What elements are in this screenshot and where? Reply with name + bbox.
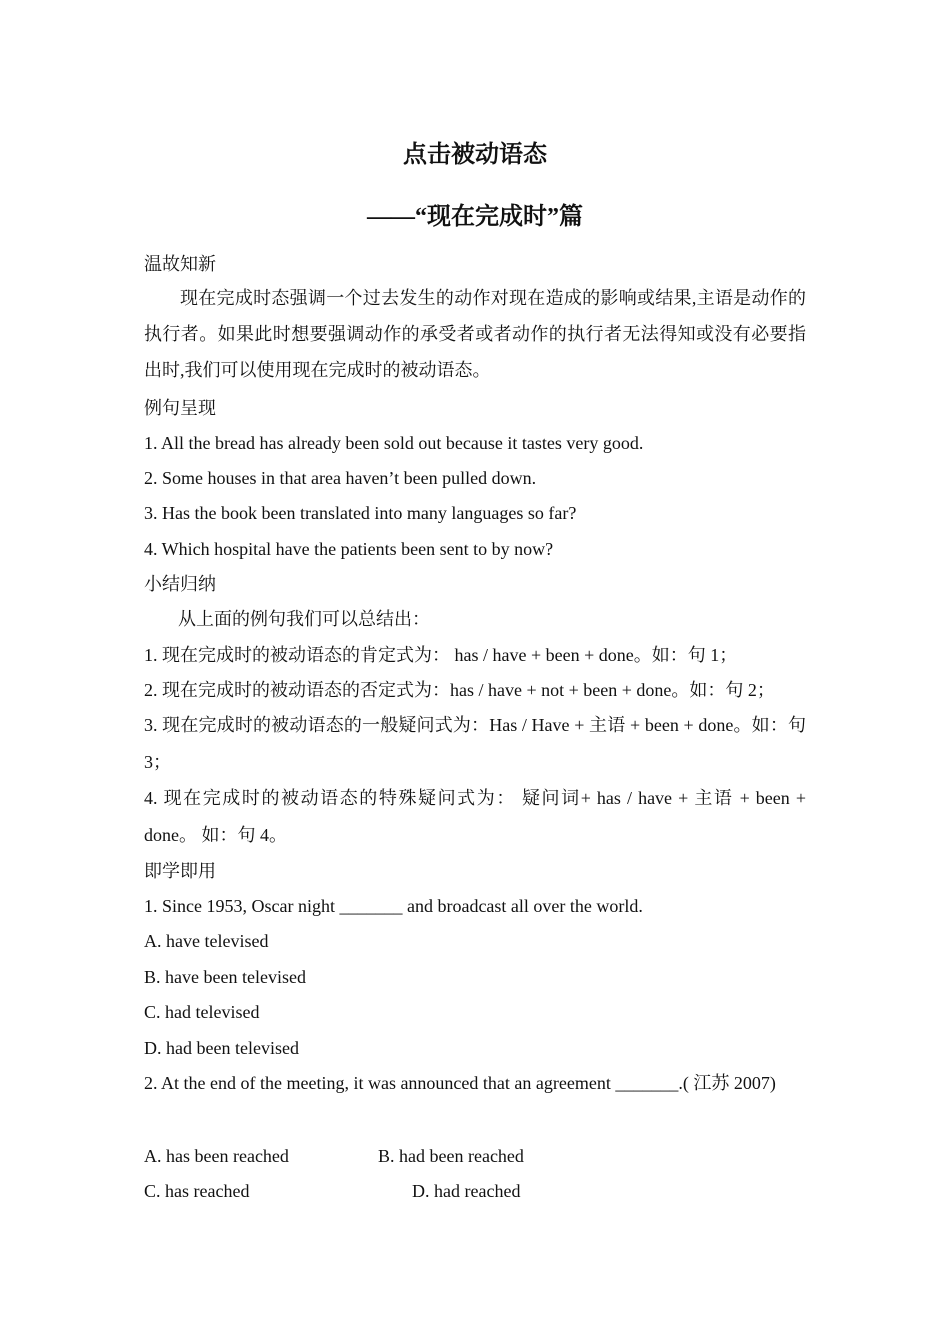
summary-lead: 从上面的例句我们可以总结出：	[178, 609, 430, 629]
summary-item: 2. 现在完成时的被动语态的否定式为：has / have + not + been + done。如：句 2；	[144, 680, 775, 700]
question-stem: 1. Since 1953, Oscar night _______ and broadcast all over the world.	[144, 896, 643, 916]
section-heading-examples: 例句呈现	[144, 398, 216, 418]
page-title: 点击被动语态	[403, 142, 547, 168]
example-sentence: 4. Which hospital have the patients been sent to by now?	[144, 539, 554, 559]
section-heading-practice: 即学即用	[144, 861, 216, 881]
summary-item: 3. 现在完成时的被动语态的一般疑问式为：Has / Have + 主语 + been + done。如：句 3；	[144, 715, 806, 772]
answer-option: C. has reached	[144, 1181, 250, 1201]
answer-option: A. has been reached	[144, 1146, 289, 1166]
section-heading-review: 温故知新	[144, 254, 216, 274]
intro-paragraph: 现在完成时态强调一个过去发生的动作对现在造成的影响或结果,主语是动作的执行者。如果此时想要强调动作的承受者或者动作的执行者无法得知或没有必要指出时,我们可以使用现在完成时的被动语态。	[144, 288, 806, 380]
example-sentence: 2. Some houses in that area haven’t been pulled down.	[144, 468, 537, 488]
answer-option: D. had reached	[412, 1181, 521, 1201]
example-sentence: 1. All the bread has already been sold out because it tastes very good.	[144, 433, 644, 453]
answer-option: C. had televised	[144, 1002, 260, 1022]
example-sentence: 3. Has the book been translated into many languages so far?	[144, 503, 577, 523]
answer-option: B. have been televised	[144, 967, 306, 987]
answer-option: A. have televised	[144, 931, 269, 951]
page-subtitle: ——“现在完成时”篇	[367, 204, 583, 230]
answer-option: B. had been reached	[378, 1146, 524, 1166]
question-stem: 2. At the end of the meeting, it was announced that an agreement _______.( 江苏 2007)	[144, 1073, 776, 1093]
answer-option: D. had been televised	[144, 1038, 299, 1058]
section-heading-summary: 小结归纳	[144, 574, 216, 594]
summary-item: 1. 现在完成时的被动语态的肯定式为： has / have + been + done。如：句 1；	[144, 645, 738, 665]
summary-item: 4. 现在完成时的被动语态的特殊疑问式为： 疑问词+ has / have + 主语 + been + done。 如：句 4。	[144, 788, 806, 845]
